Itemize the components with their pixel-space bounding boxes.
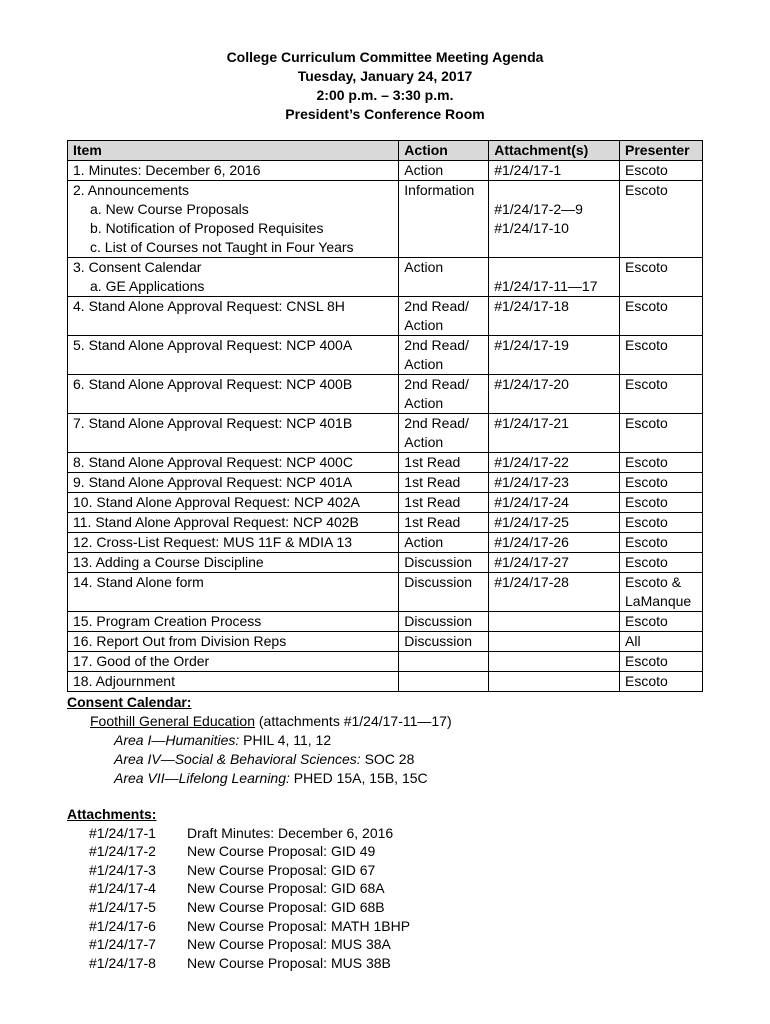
ge-area-label: Area VII—Lifelong Learning: xyxy=(114,770,290,786)
presenter-text: Escoto xyxy=(625,534,668,550)
ge-area-courses: SOC 28 xyxy=(360,751,415,767)
item-text: a. GE Applications xyxy=(90,278,205,294)
presenter-cell xyxy=(620,573,703,612)
presenter-cell xyxy=(620,473,703,493)
attachment-cell xyxy=(489,652,620,672)
attachment-id: #1/24/17-6 xyxy=(89,917,156,934)
attachment-cell xyxy=(489,672,620,692)
agenda-item-cell xyxy=(68,161,399,181)
item-text: 10. Stand Alone Approval Request: NCP 402A xyxy=(73,494,360,510)
item-text: 9. Stand Alone Approval Request: NCP 401A xyxy=(73,474,353,490)
presenter-text: Escoto xyxy=(625,259,668,275)
presenter-cell xyxy=(620,181,703,258)
presenter-cell xyxy=(620,258,703,297)
attachment-text: #1/24/17-11—17 xyxy=(494,278,598,294)
attachment-list-item xyxy=(67,842,410,861)
attachment-id: #1/24/17-8 xyxy=(89,954,156,971)
agenda-row xyxy=(68,453,703,473)
ge-area-courses: PHED 15A, 15B, 15C xyxy=(289,770,428,786)
ge-attachments-line xyxy=(67,712,452,731)
attachment-id: #1/24/17-3 xyxy=(89,861,156,878)
action-cell xyxy=(399,533,489,553)
presenter-cell xyxy=(620,533,703,553)
attachment-text xyxy=(494,181,614,200)
agenda-item-cell xyxy=(68,573,399,612)
attachment-text: #1/24/17-28 xyxy=(494,574,569,590)
action-text xyxy=(404,672,483,691)
attachment-text xyxy=(494,632,614,651)
action-text: Action xyxy=(404,434,444,450)
agenda-row xyxy=(68,632,703,652)
action-text: Discussion xyxy=(404,554,472,570)
agenda-table-header-row xyxy=(68,141,703,161)
item-text: 7. Stand Alone Approval Request: NCP 401B xyxy=(73,415,353,431)
action-cell xyxy=(399,297,489,336)
agenda-item-cell xyxy=(68,652,399,672)
attachment-text: #1/24/17-1 xyxy=(494,162,562,178)
attachment-text: #1/24/17-18 xyxy=(494,298,569,314)
attachment-cell xyxy=(489,181,620,258)
presenter-text: Escoto xyxy=(625,298,668,314)
presenter-text: Escoto xyxy=(625,554,668,570)
attachment-text: #1/24/17-10 xyxy=(494,220,569,236)
action-text: 1st Read xyxy=(404,474,461,490)
attachment-id: #1/24/17-2 xyxy=(89,843,156,860)
action-text: 1st Read xyxy=(404,454,461,470)
action-text: Action xyxy=(404,259,444,275)
attachment-text: #1/24/17-24 xyxy=(494,494,569,510)
agenda-row xyxy=(68,336,703,375)
attachment-text xyxy=(494,258,614,277)
ge-area-line xyxy=(67,731,452,750)
attachment-text: #1/24/17-2—9 xyxy=(494,201,583,217)
attachment-cell xyxy=(489,414,620,453)
presenter-cell xyxy=(620,672,703,692)
action-cell xyxy=(399,652,489,672)
attachment-cell xyxy=(489,336,620,375)
agenda-item-cell xyxy=(68,493,399,513)
presenter-cell xyxy=(620,652,703,672)
agenda-row xyxy=(68,258,703,297)
action-cell xyxy=(399,161,489,181)
attachment-description: New Course Proposal: GID 67 xyxy=(187,861,376,878)
agenda-item-cell xyxy=(68,453,399,473)
presenter-text: All xyxy=(625,633,641,649)
attachment-text xyxy=(494,612,614,631)
attachment-list-item xyxy=(67,917,410,936)
attachment-description: New Course Proposal: GID 68A xyxy=(187,880,385,897)
action-text: Discussion xyxy=(404,574,472,590)
item-text: 4. Stand Alone Approval Request: CNSL 8H xyxy=(73,298,345,314)
item-text: 3. Consent Calendar xyxy=(73,259,202,275)
agenda-item-cell xyxy=(68,414,399,453)
action-text: 2nd Read/ xyxy=(404,415,469,431)
attachment-cell xyxy=(489,493,620,513)
item-text: 12. Cross-List Request: MUS 11F & MDIA 13 xyxy=(73,534,353,550)
attachment-text: #1/24/17-21 xyxy=(494,415,569,431)
action-cell xyxy=(399,573,489,612)
action-cell xyxy=(399,258,489,297)
action-text: Action xyxy=(404,395,444,411)
item-text: 6. Stand Alone Approval Request: NCP 400B xyxy=(73,376,353,392)
presenter-text: Escoto xyxy=(625,182,668,198)
action-text xyxy=(404,652,483,671)
action-cell xyxy=(399,473,489,493)
attachment-id: #1/24/17-1 xyxy=(89,824,156,841)
meeting-location: President’s Conference Room xyxy=(285,106,485,122)
action-text: Action xyxy=(404,534,444,550)
agenda-row xyxy=(68,612,703,632)
action-text: Action xyxy=(404,356,444,372)
attachment-text: #1/24/17-25 xyxy=(494,514,569,530)
presenter-text: LaManque xyxy=(625,593,692,609)
meeting-date: Tuesday, January 24, 2017 xyxy=(297,68,473,84)
ge-area-label: Area IV—Social & Behavioral Sciences: xyxy=(114,751,361,767)
presenter-text: Escoto xyxy=(625,415,668,431)
action-text: 2nd Read/ xyxy=(404,337,469,353)
presenter-cell xyxy=(620,493,703,513)
attachment-text: #1/24/17-22 xyxy=(494,454,569,470)
attachment-description: New Course Proposal: MUS 38B xyxy=(187,954,391,971)
presenter-cell xyxy=(620,553,703,573)
attachment-cell xyxy=(489,258,620,297)
attachment-text: #1/24/17-19 xyxy=(494,337,569,353)
agenda-item-cell xyxy=(68,672,399,692)
presenter-text: Escoto xyxy=(625,162,668,178)
agenda-row xyxy=(68,553,703,573)
presenter-text: Escoto xyxy=(625,613,668,629)
action-cell xyxy=(399,181,489,258)
action-cell xyxy=(399,493,489,513)
agenda-item-cell xyxy=(68,258,399,297)
agenda-table xyxy=(67,140,703,692)
column-header-item: Item xyxy=(68,141,399,161)
presenter-cell xyxy=(620,161,703,181)
action-cell xyxy=(399,612,489,632)
item-text: 5. Stand Alone Approval Request: NCP 400A xyxy=(73,337,353,353)
column-header-presenter: Presenter xyxy=(620,141,703,161)
presenter-text: Escoto xyxy=(625,454,668,470)
action-text: Action xyxy=(404,317,444,333)
presenter-cell xyxy=(620,632,703,652)
presenter-cell xyxy=(620,336,703,375)
action-cell xyxy=(399,375,489,414)
agenda-item-cell xyxy=(68,553,399,573)
presenter-text: Escoto xyxy=(625,494,668,510)
presenter-text: Escoto xyxy=(625,474,668,490)
item-text: 17. Good of the Order xyxy=(73,653,210,669)
presenter-cell xyxy=(620,414,703,453)
agenda-row xyxy=(68,375,703,414)
action-text: 2nd Read/ xyxy=(404,298,469,314)
agenda-item-cell xyxy=(68,336,399,375)
presenter-text: Escoto xyxy=(625,514,668,530)
attachment-cell xyxy=(489,533,620,553)
attachment-description: New Course Proposal: MUS 38A xyxy=(187,936,391,953)
agenda-item-cell xyxy=(68,473,399,493)
attachment-text: #1/24/17-23 xyxy=(494,474,569,490)
attachment-description: New Course Proposal: GID 49 xyxy=(187,843,376,860)
attachment-id: #1/24/17-7 xyxy=(89,936,156,953)
action-text: 1st Read xyxy=(404,494,461,510)
action-text: Discussion xyxy=(404,613,472,629)
agenda-item-cell xyxy=(68,375,399,414)
attachment-cell xyxy=(489,573,620,612)
item-text: 1. Minutes: December 6, 2016 xyxy=(73,162,261,178)
agenda-item-cell xyxy=(68,297,399,336)
action-cell xyxy=(399,513,489,533)
attachment-cell xyxy=(489,473,620,493)
item-text: 13. Adding a Course Discipline xyxy=(73,554,264,570)
item-text: 8. Stand Alone Approval Request: NCP 400C xyxy=(73,454,353,470)
attachment-list-item xyxy=(67,861,410,880)
presenter-cell xyxy=(620,513,703,533)
agenda-row xyxy=(68,652,703,672)
attachments-title: Attachments: xyxy=(67,806,157,822)
attachment-list-item xyxy=(67,935,410,954)
agenda-row xyxy=(68,161,703,181)
foothill-ge-link[interactable]: Foothill General Education xyxy=(90,713,255,729)
agenda-row xyxy=(68,533,703,553)
meeting-time: 2:00 p.m. – 3:30 p.m. xyxy=(316,87,454,103)
attachment-description: New Course Proposal: MATH 1BHP xyxy=(187,917,411,934)
attachment-list-item xyxy=(67,898,410,917)
attachment-cell xyxy=(489,513,620,533)
ge-attachments-range: (attachments #1/24/17-11—17) xyxy=(255,713,452,729)
action-cell xyxy=(399,336,489,375)
ge-area-line xyxy=(67,750,452,769)
item-text: 16. Report Out from Division Reps xyxy=(73,633,287,649)
agenda-row xyxy=(68,473,703,493)
attachment-list-item xyxy=(67,879,410,898)
action-text: 2nd Read/ xyxy=(404,376,469,392)
agenda-row xyxy=(68,297,703,336)
item-text: c. List of Courses not Taught in Four Years xyxy=(90,239,354,255)
item-text: 11. Stand Alone Approval Request: NCP 402B xyxy=(73,514,359,530)
attachment-cell xyxy=(489,375,620,414)
attachment-description: New Course Proposal: GID 68B xyxy=(187,898,385,915)
agenda-row xyxy=(68,493,703,513)
item-text: 2. Announcements xyxy=(73,182,189,198)
presenter-text: Escoto xyxy=(625,337,668,353)
attachment-text: #1/24/17-26 xyxy=(494,534,569,550)
presenter-cell xyxy=(620,297,703,336)
attachment-id: #1/24/17-4 xyxy=(89,880,156,897)
action-cell xyxy=(399,672,489,692)
agenda-row xyxy=(68,672,703,692)
presenter-cell xyxy=(620,612,703,632)
attachment-text: #1/24/17-20 xyxy=(494,376,569,392)
column-header-attachments: Attachment(s) xyxy=(489,141,620,161)
attachment-cell xyxy=(489,632,620,652)
attachment-cell xyxy=(489,297,620,336)
presenter-cell xyxy=(620,453,703,473)
ge-area-courses: PHIL 4, 11, 12 xyxy=(239,732,332,748)
attachment-cell xyxy=(489,612,620,632)
agenda-row xyxy=(68,181,703,258)
ge-area-line xyxy=(67,769,452,788)
column-header-action: Action xyxy=(399,141,489,161)
agenda-item-cell xyxy=(68,181,399,258)
action-text: Action xyxy=(404,162,444,178)
item-text: b. Notification of Proposed Requisites xyxy=(90,220,324,236)
agenda-item-cell xyxy=(68,612,399,632)
item-text: a. New Course Proposals xyxy=(90,201,249,217)
attachment-cell xyxy=(489,453,620,473)
attachment-text: #1/24/17-27 xyxy=(494,554,569,570)
action-cell xyxy=(399,553,489,573)
action-cell xyxy=(399,453,489,473)
attachments-list xyxy=(67,824,410,973)
item-text: 18. Adjournment xyxy=(73,673,175,689)
agenda-title: College Curriculum Committee Meeting Agenda xyxy=(226,49,544,65)
attachment-list-item xyxy=(67,824,410,843)
attachment-id: #1/24/17-5 xyxy=(89,898,156,915)
attachment-list-item xyxy=(67,954,410,973)
attachment-text xyxy=(494,672,614,691)
action-text: Information xyxy=(404,182,475,198)
attachments-section xyxy=(67,805,410,972)
agenda-table-body xyxy=(68,161,703,692)
presenter-text: Escoto xyxy=(625,653,668,669)
agenda-row xyxy=(68,513,703,533)
action-text: Discussion xyxy=(404,633,472,649)
presenter-text: Escoto xyxy=(625,673,668,689)
action-cell xyxy=(399,632,489,652)
agenda-row xyxy=(68,573,703,612)
presenter-text: Escoto & xyxy=(625,574,682,590)
agenda-header xyxy=(0,48,770,124)
presenter-cell xyxy=(620,375,703,414)
action-text: 1st Read xyxy=(404,514,461,530)
agenda-item-cell xyxy=(68,533,399,553)
agenda-item-cell xyxy=(68,513,399,533)
action-cell xyxy=(399,414,489,453)
presenter-text: Escoto xyxy=(625,376,668,392)
consent-calendar-section xyxy=(67,693,452,788)
item-text: 15. Program Creation Process xyxy=(73,613,262,629)
attachment-text xyxy=(494,652,614,671)
attachment-description: Draft Minutes: December 6, 2016 xyxy=(187,824,394,841)
consent-calendar-title: Consent Calendar: xyxy=(67,694,192,710)
attachment-cell xyxy=(489,161,620,181)
agenda-row xyxy=(68,414,703,453)
attachment-cell xyxy=(489,553,620,573)
ge-area-label: Area I—Humanities: xyxy=(114,732,240,748)
agenda-item-cell xyxy=(68,632,399,652)
item-text: 14. Stand Alone form xyxy=(73,574,204,590)
